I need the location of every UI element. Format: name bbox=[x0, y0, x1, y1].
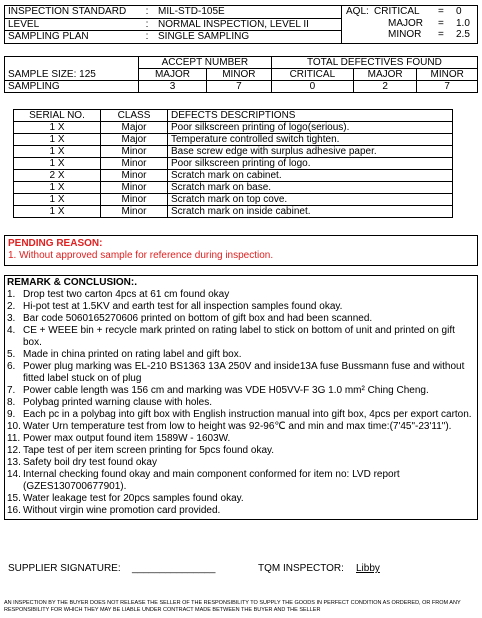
class-header: CLASS bbox=[101, 110, 168, 122]
pending-reason-item: 1. Without approved sample for reference during inspection. bbox=[8, 250, 274, 261]
list-item: 4. CE + WEEE bin + recycle mark printed on rating label to stick on bottom of unit and printed on gift box. bbox=[7, 325, 455, 348]
list-item: 1. Drop test two carton 4pcs at 61 cm found okay bbox=[7, 289, 230, 300]
total-defectives-header: TOTAL DEFECTIVES FOUND bbox=[271, 57, 477, 69]
standard-value: MIL-STD-105E bbox=[155, 6, 342, 19]
table-row: INSPECTION STANDARD : MIL-STD-105E AQL: CRITICAL = 0 MAJOR = 1.0 MINOR = 2.5 bbox=[5, 6, 478, 19]
level-label: LEVEL bbox=[5, 18, 140, 31]
table-row: 1 X Minor Scratch mark on inside cabinet. bbox=[14, 206, 453, 218]
table-row: 2 X Minor Scratch mark on cabinet. bbox=[14, 170, 453, 182]
pending-reason-title: PENDING REASON: bbox=[8, 238, 103, 249]
sample-size: SAMPLE SIZE: 125 bbox=[5, 69, 139, 81]
tqm-inspector-name: Libby bbox=[356, 563, 380, 574]
list-item: 12. Tape test of per item screen printing for 5pcs found okay. bbox=[7, 445, 275, 456]
description-header: DEFECTS DESCRIPTIONS bbox=[168, 110, 453, 122]
table-header-row bbox=[14, 110, 453, 122]
found-minor-value: 7 bbox=[417, 81, 478, 93]
defects-table bbox=[13, 109, 453, 218]
table-row: 1 X Minor Poor silkscreen printing of logo. bbox=[14, 158, 453, 170]
standard-label: INSPECTION STANDARD bbox=[5, 6, 140, 19]
table-row bbox=[5, 57, 478, 69]
pending-reason-box bbox=[4, 235, 478, 266]
aql-block: AQL: CRITICAL = 0 MAJOR = 1.0 MINOR = 2.5 bbox=[342, 6, 478, 44]
list-item: 3. Bar code 5060165270606 printed on bottom of gift box and had been scanned. bbox=[7, 313, 373, 324]
aql-minor-value: 2.5 bbox=[456, 29, 470, 40]
found-critical-value: 0 bbox=[271, 81, 353, 93]
defects-section bbox=[4, 109, 478, 218]
found-major-value: 2 bbox=[353, 81, 416, 93]
accept-minor-value: 7 bbox=[206, 81, 271, 93]
list-item: 5. Made in china printed on rating label and gift box. bbox=[7, 349, 242, 360]
table-row: SAMPLING PLAN : SINGLE SAMPLING bbox=[5, 31, 478, 44]
table-row: 1 X Minor Base screw edge with surplus adhesive paper. bbox=[14, 146, 453, 158]
accept-number-header: ACCEPT NUMBER bbox=[139, 57, 272, 69]
aql-critical-value: 0 bbox=[456, 6, 462, 17]
list-item: 14. Internal checking found okay and main component conformed for item no: LVD report (GZES130700677901). bbox=[7, 469, 400, 492]
supplier-signature-label: SUPPLIER SIGNATURE: bbox=[8, 563, 121, 574]
sampling-plan-label: SAMPLING PLAN bbox=[5, 31, 140, 44]
tqm-inspector-label: TQM INSPECTOR: bbox=[258, 563, 344, 574]
supplier-signature-line: _______________ bbox=[132, 563, 216, 574]
list-item: 2. Hi-pot test at 1.5KV and earth test for all inspection samples found okay. bbox=[7, 301, 343, 312]
table-row bbox=[5, 81, 478, 93]
sampling-label: SAMPLING bbox=[5, 81, 139, 93]
table-row: 1 X Minor Scratch mark on base. bbox=[14, 182, 453, 194]
list-item: 11. Power max output found item 1589W - 1603W. bbox=[7, 433, 231, 444]
accept-number-table bbox=[4, 56, 478, 93]
sampling-plan-value: SINGLE SAMPLING bbox=[155, 31, 342, 44]
disclaimer: AN INSPECTION BY THE BUYER DOES NOT RELEASE THE SELLER OF THE RESPONSIBILITY TO SUPPLY THE GOODS IN PERFECT CONDITION AS ORDERED, OR FROM ANY RESPONSIBILITY FOR WHICH THEY MAY BE LIABLE UNDER CONTRACT MADE BETWEEN THE BUYER AND THE SELLER bbox=[4, 600, 461, 613]
remark-title: REMARK & CONCLUSION:. bbox=[7, 277, 137, 288]
aql-major-value: 1.0 bbox=[456, 17, 470, 29]
inspection-standard-section bbox=[4, 5, 478, 44]
table-row: 1 X Minor Scratch mark on top cove. bbox=[14, 194, 453, 206]
accept-major-value: 3 bbox=[139, 81, 207, 93]
list-item: 8. Polybag printed warning clause with holes. bbox=[7, 397, 212, 408]
list-item: 15. Water leakage test for 20pcs samples found okay. bbox=[7, 493, 244, 504]
aql-label: AQL: bbox=[346, 6, 369, 17]
list-item: 7. Power cable length was 156 cm and marking was VDE H05VV-F 3G 1.0 mm² Ching Cheng. bbox=[7, 385, 429, 396]
accept-number-section bbox=[4, 56, 478, 93]
table-row: 1 X Major Temperature controlled switch tighten. bbox=[14, 134, 453, 146]
level-value: NORMAL INSPECTION, LEVEL II bbox=[155, 18, 342, 31]
remark-conclusion-box bbox=[4, 275, 478, 520]
table-row: SAMPLE SIZE: 125 MAJOR MINOR CRITICAL MAJOR MINOR bbox=[5, 69, 478, 81]
serial-no-header: SERIAL NO. bbox=[14, 110, 101, 122]
table-row: 1 X Major Poor silkscreen printing of logo(serious). bbox=[14, 122, 453, 134]
table-row: LEVEL : NORMAL INSPECTION, LEVEL II bbox=[5, 18, 478, 31]
inspection-standard-table bbox=[4, 5, 478, 44]
list-item: 6. Power plug marking was EL-210 BS1363 13A 250V and inside13A fuse Bussmann fuse and without fitted label stuck on of plug bbox=[7, 361, 465, 384]
list-item: 16. Without virgin wine promotion card provided. bbox=[7, 505, 221, 516]
list-item: 10. Water Urn temperature test from low to height was 92-96℃ and min and max time:(7'45"-23'11"). bbox=[7, 421, 452, 432]
list-item: 13. Safety boil dry test found okay bbox=[7, 457, 157, 468]
list-item: 9. Each pc in a polybag into gift box with English instruction manual into gift box, 4pcs per export carton. bbox=[7, 409, 472, 420]
